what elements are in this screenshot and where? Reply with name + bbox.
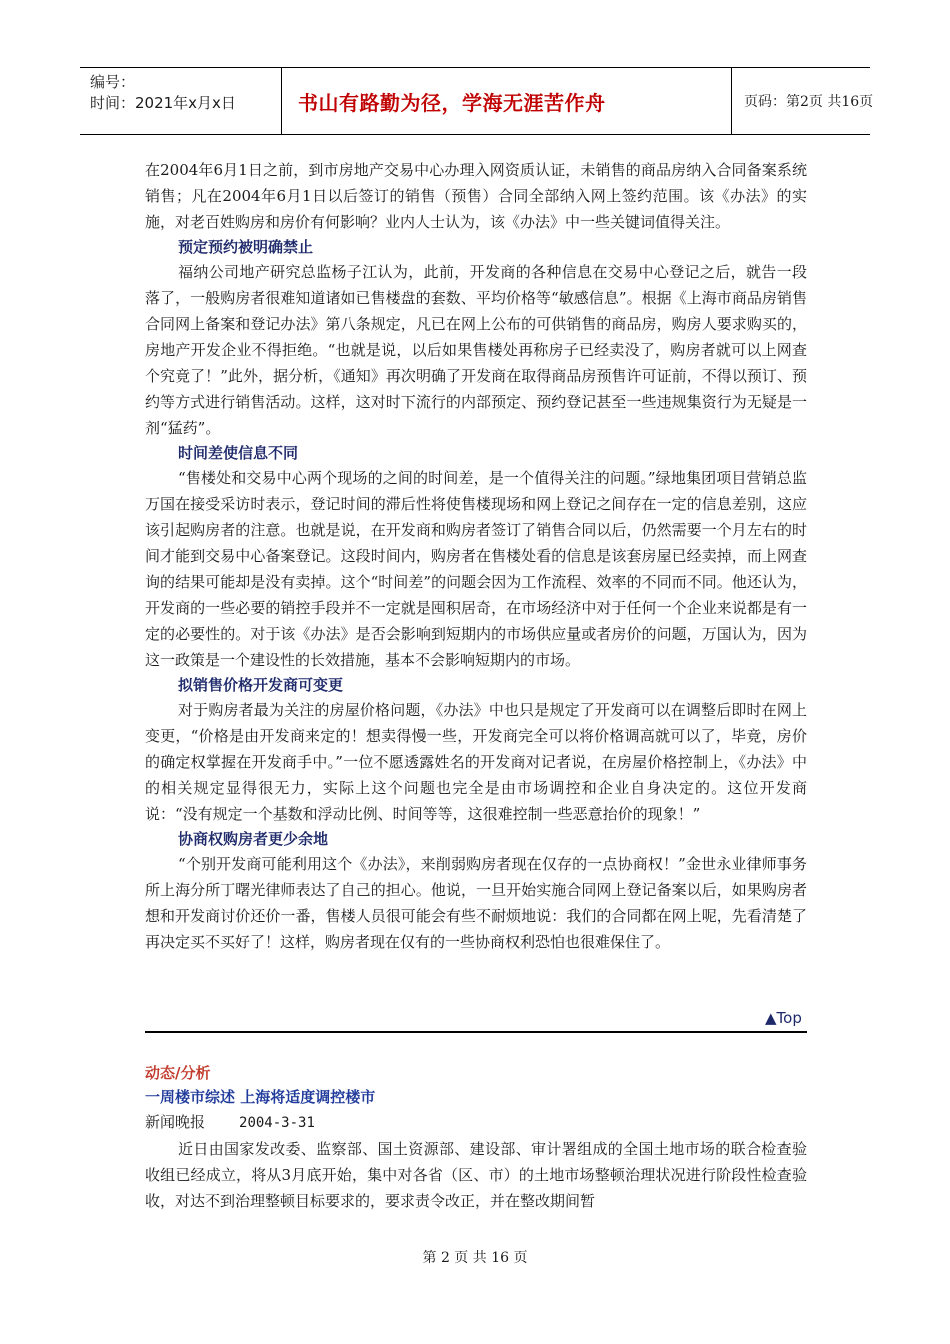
section-paragraph: 福纳公司地产研究总监杨子江认为，此前，开发商的各种信息在交易中心登记之后，就告一段落了，一般购房者很难知道诸如已售楼盘的套数、平均价格等“敏感信息”。根据《上海市商品房销售合同网上备案和登记办法》第八条规定，凡已在网上公布的可供销售的商品房，购房人要求购买的，房地产开发企业不得拒绝。“也就是说，以后如果售楼处再称房子已经卖没了，购房者就可以上网查个究竟了！”此外，据分析，《通知》再次明确了开发商在取得商品房预售许可证前，不得以预订、预约等方式进行销售活动。这样，这对时下流行的内部预定、预约登记甚至一些违规集资行为无疑是一剂“猛药”。 <box>145 263 807 437</box>
section-paragraph: 对于购房者最为关注的房屋价格问题，《办法》中也只是规定了开发商可以在调整后即时在网上变更，“价格是由开发商来定的！想卖得慢一些，开发商完全可以将价格调高就可以了，毕竟，房价的确定权掌握在开发商手中。”一位不愿透露姓名的开发商对记者说，在房屋价格控制上，《办法》中的相关规定显得很无力，实际上这个问题也完全是由市场调控和企业自身决定的。这位开发商说：“没有规定一个基数和浮动比例、时间等等，这很难控制一些恶意抬价的现象！” <box>145 701 807 823</box>
article-body <box>145 157 807 955</box>
news-paragraph: 近日由国家发改委、监察部、国土资源部、建设部、审计署组成的全国土地市场的联合检查验收组已经成立，将从3月底开始，集中对各省（区、市）的土地市场整顿治理状况进行阶段性检查验收，对达不到治理整顿目标要求的，要求责令改正，并在整改期间暂 <box>145 1140 807 1210</box>
document-number-label: 编号： <box>90 73 136 91</box>
section-paragraph: “个别开发商可能利用这个《办法》，来削弱购房者现在仅存的一点协商权！”金世永业律师事务所上海分所丁曙光律师表达了自己的担心。他说，一旦开始实施合同网上登记备案以后，如果购房者想和开发商讨价还价一番，售楼人员很可能会有些不耐烦地说：我们的合同都在网上呢，先看清楚了再决定买不买好了！这样，购房者现在仅有的一些协商权利恐怕也很难保住了。 <box>145 855 807 951</box>
news-category: 动态/分析 <box>145 1064 211 1082</box>
news-source: 新闻晚报 <box>145 1113 206 1131</box>
section-heading: 拟销售价格开发商可变更 <box>178 676 344 694</box>
section-heading: 预定预约被明确禁止 <box>178 238 314 256</box>
news-source-line <box>145 1109 807 1136</box>
news-section <box>145 1061 807 1214</box>
section-paragraph: “售楼处和交易中心两个现场的之间的时间差，是一个值得关注的问题。”绿地集团项目营销总监万国在接受采访时表示，登记时间的滞后性将使售楼现场和网上登记之间存在一定的信息差别，这应该引起购房者的注意。也就是说，在开发商和购房者签订了销售合同以后，仍然需要一个月左右的时间才能到交易中心备案登记。这段时间内，购房者在售楼处看的信息是该套房屋已经卖掉，而上网查询的结果可能却是没有卖掉。这个“时间差”的问题会因为工作流程、效率的不同而不同。他还认为，开发商的一些必要的销控手段并不一定就是囤积居奇，在市场经济中对于任何一个企业来说都是有一定的必要性的。对于该《办法》是否会影响到短期内的市场供应量或者房价的问题，万国认为，因为这一政策是一个建设性的长效措施，基本不会影响短期内的市场。 <box>145 469 807 669</box>
news-date: 2004-3-31 <box>239 1115 315 1131</box>
section-divider <box>145 1031 807 1033</box>
section-heading: 时间差使信息不同 <box>178 444 299 462</box>
header-motto: 书山有路勤为径，学海无涯苦作舟 <box>282 68 732 134</box>
page-header <box>80 67 874 135</box>
header-meta <box>80 68 282 134</box>
document-time-label: 时间：2021年x月x日 <box>90 94 236 112</box>
back-to-top-link[interactable]: ▲Top <box>765 1009 802 1027</box>
page-footer: 第 2 页 共 16 页 <box>422 1250 528 1266</box>
header-page-number: 页码：第2页 共16页 <box>744 94 874 110</box>
intro-paragraph: 在2004年6月1日之前，到市房地产交易中心办理入网资质认证，未销售的商品房纳入合同备案系统销售；凡在2004年6月1日以后签订的销售（预售）合同全部纳入网上签约范围。该《办法》的实施，对老百姓购房和房价有何影响？业内人士认为，该《办法》中一些关键词值得关注。 <box>145 161 807 231</box>
section-heading: 协商权购房者更少余地 <box>178 830 329 848</box>
news-title-link[interactable]: 一周楼市综述 上海将适度调控楼市 <box>145 1088 376 1106</box>
